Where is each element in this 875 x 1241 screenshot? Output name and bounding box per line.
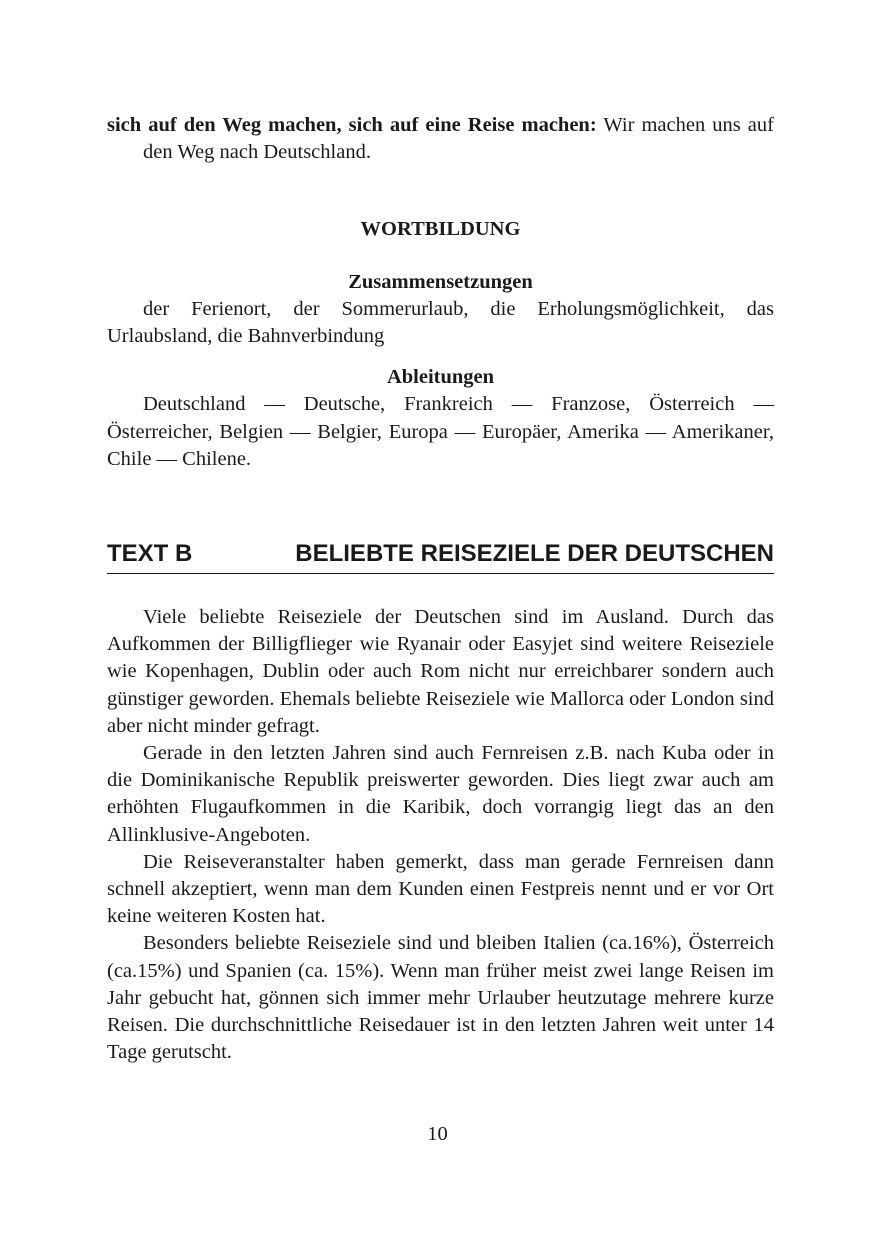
- subsection-title-ableitungen: Ableitungen: [386, 366, 495, 389]
- idiom-entry: [107, 112, 774, 166]
- subsection-title-zusammensetzungen: Zusammensetzungen: [348, 270, 533, 293]
- text-b-paragraph: Die Reiseveranstalter haben gemerkt, dass man gerade Fernreisen dann schnell akzeptiert, wenn man dem Kunden einen Festpreis nennt und er vor Ort keine weiteren Kosten hat.: [107, 850, 774, 928]
- idiom-term: sich auf den Weg machen, sich auf eine Reise machen:: [107, 114, 597, 136]
- ableitungen-text: Deutschland — Deutsche, Frankreich — Franzose, Österreich — Österreicher, Belgien — Belgier, Europa — Europäer, Amerika — Amerikaner, Chile — Chilene.: [107, 393, 774, 470]
- idiom-example: Wir machen uns auf den Weg nach Deutschland.: [143, 114, 774, 164]
- zusammensetzungen-text: der Ferienort, der Sommerurlaub, die Erholungsmöglichkeit, das Urlaubsland, die Bahnverbindung: [107, 297, 774, 348]
- section-title-wortbildung: WORTBILDUNG: [360, 218, 521, 241]
- page-number: 10: [427, 1123, 448, 1145]
- text-b-title: BELIEBTE REISEZIELE DER DEUTSCHEN: [295, 540, 774, 568]
- text-b-paragraph: Viele beliebte Reiseziele der Deutschen sind im Ausland. Durch das Aufkommen der Billigflieger wie Ryanair oder Easyjet sind weitere Reiseziele wie Kopenhagen, Dublin oder auch Rom nicht nur erreichbarer sondern auch günstiger geworden. Ehemals beliebte Reiseziele wie Mallorca oder London sind aber nicht minder gefragt.: [107, 606, 774, 737]
- text-b-body: [107, 604, 774, 1066]
- text-b-label: TEXT B: [107, 540, 193, 568]
- text-b-heading: [107, 539, 774, 574]
- text-b-paragraph: Besonders beliebte Reiseziele sind und bleiben Italien (ca.16%), Österreich (ca.15%) und Spanien (ca. 15%). Wenn man früher meist zwei lange Reisen im Jahr gebucht hat, gönnen sich immer mehr Urlauber heutzutage mehrere kurze Reisen. Die durchschnittliche Reisedauer ist in den letzten Jahren weit unter 14 Tage gerutscht.: [107, 932, 774, 1064]
- page-content: [107, 112, 774, 1066]
- text-b-paragraph: Gerade in den letzten Jahren sind auch Fernreisen z.B. nach Kuba oder in die Dominikanische Republik preiswerter geworden. Dies liegt zwar auch am erhöhten Flugaufkommen in die Karibik, doch vorrangig liegt das an den Allinklusive-Angeboten.: [107, 742, 774, 846]
